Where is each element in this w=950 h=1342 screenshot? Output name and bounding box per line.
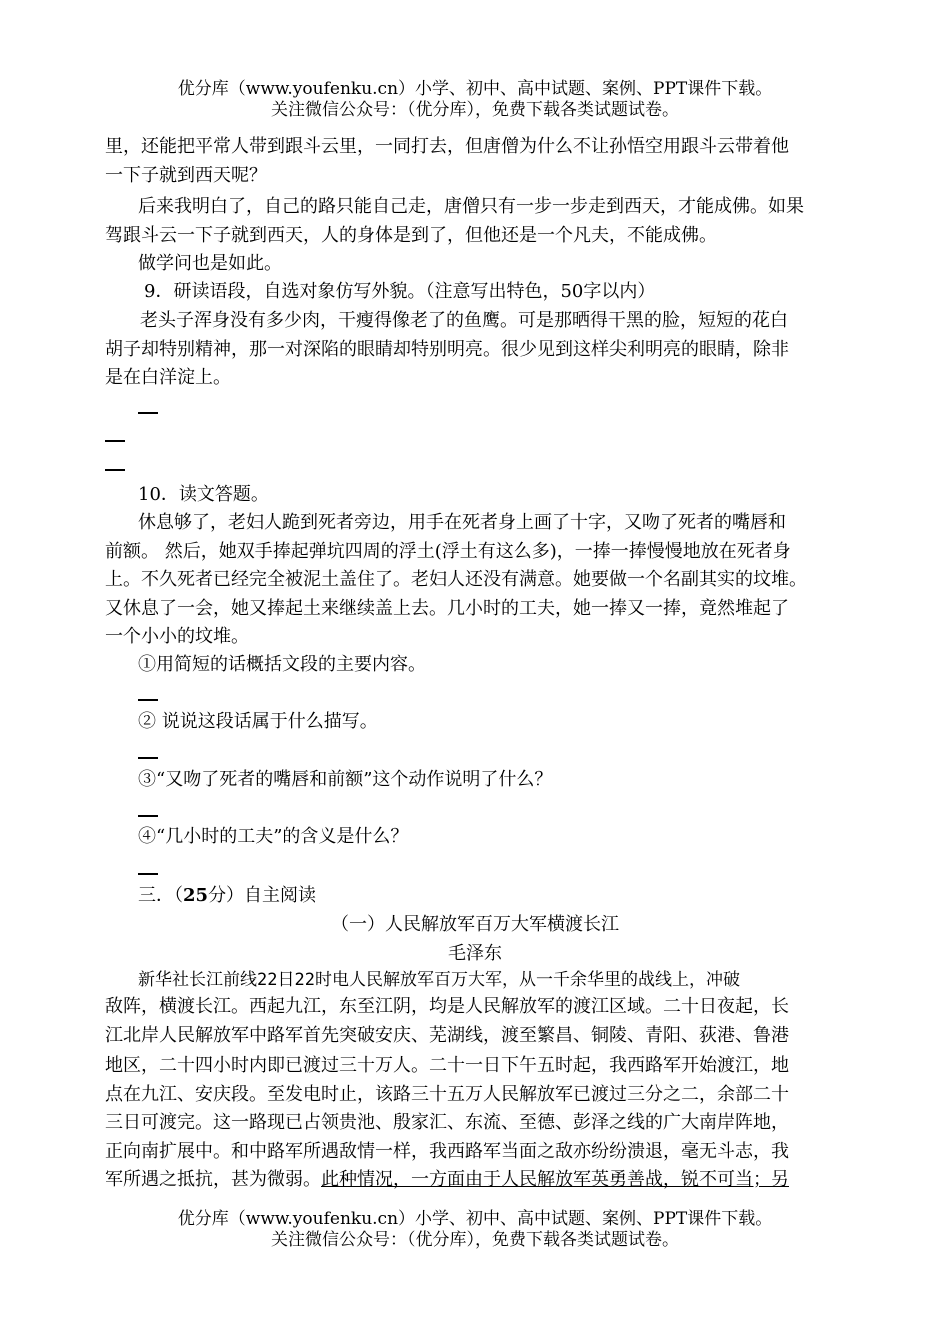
q10-text-line: 又休息了一会，她又捧起土来继续盖上去。几小时的工夫，她一捧又一捧，竟然堆起了 <box>105 598 789 619</box>
article-line: 地区，二十四小时内即已渡过三十万人。二十一日下午五时起，我西路军开始渡江，地 <box>105 1055 789 1076</box>
passage1-line: 一下子就到西天呢？ <box>105 165 267 186</box>
answer-blank[interactable] <box>105 469 125 471</box>
q9-text-line: 胡子却特别精神，那一对深陷的眼睛却特别明亮。很少见到这样尖利明亮的眼睛，除非 <box>105 339 789 360</box>
passage1-line: 里，还能把平常人带到跟斗云里，一同打去，但唐僧为什么不让孙悟空用跟斗云带着他 <box>105 136 789 157</box>
q10-sub-question: ④“几小时的工夫”的含义是什么？ <box>138 826 409 847</box>
article-line: 三日可渡完。这一路现已占领贵池、殷家汇、东流、至德、彭泽之线的广大南岸阵地， <box>105 1112 789 1133</box>
article-title: （一）人民解放军百万大军横渡长江 <box>331 914 619 935</box>
article-line: 新华社长江前线22日22时电人民解放军百万大军，从一千余华里的战线上，冲破 <box>138 970 740 990</box>
q10-sub-question: ③“又吻了死者的嘴唇和前额”这个动作说明了什么？ <box>138 769 553 790</box>
footer-line-1: 优分库（www.youfenku.cn）小学、初中、高中试题、案例、PPT课件下载。 <box>177 1209 773 1229</box>
q10-text-line: 一个小小的坟堆。 <box>105 626 249 647</box>
article-line: 军所遇之抵抗，甚为微弱。此种情况，一方面由于人民解放军英勇善战，锐不可当；另 <box>105 1169 789 1190</box>
answer-blank[interactable] <box>138 873 158 875</box>
q10-title: 10．读文答题。 <box>138 484 269 505</box>
q9-text-line: 是在白洋淀上。 <box>105 367 231 388</box>
footer-line-2: 关注微信公众号：（优分库），免费下载各类试题试卷。 <box>271 1230 679 1250</box>
article-author: 毛泽东 <box>448 943 502 964</box>
q10-sub-question: ①用简短的话概括文段的主要内容。 <box>138 654 426 675</box>
article-line: 敌阵，横渡长江。西起九江，东至江阴，均是人民解放军的渡江区域。二十日夜起，长 <box>105 996 789 1017</box>
answer-blank[interactable] <box>138 699 158 701</box>
q9-prompt: 9．研读语段，自选对象仿写外貌。（注意写出特色，50字以内） <box>144 281 656 302</box>
section3-heading: 三．（25分）自主阅读 <box>138 885 317 906</box>
underlined-sentence: 此种情况，一方面由于人民解放军英勇善战，锐不可当；另 <box>321 1169 789 1190</box>
answer-blank[interactable] <box>138 757 158 759</box>
header-line-2: 关注微信公众号：（优分库），免费下载各类试题试卷。 <box>271 100 679 120</box>
q10-text-line: 上。不久死者已经完全被泥土盖住了。老妇人还没有满意。她要做一个名副其实的坟堆。 <box>105 569 807 590</box>
article-line: 点在九江、安庆段。至发电时止，该路三十五万人民解放军已渡过三分之二，余部二十 <box>105 1084 789 1105</box>
passage1-line: 做学问也是如此。 <box>138 253 282 274</box>
q9-text-line: 老头子浑身没有多少肉，干瘦得像老了的鱼鹰。可是那晒得干黑的脸，短短的花白 <box>140 310 788 331</box>
q10-sub-question: ② 说说这段话属于什么描写。 <box>138 711 378 732</box>
passage1-line: 驾跟斗云一下子就到西天，人的身体是到了，但他还是一个凡夫，不能成佛。 <box>105 225 717 246</box>
answer-blank[interactable] <box>105 440 125 442</box>
answer-blank[interactable] <box>138 815 158 817</box>
article-line: 江北岸人民解放军中路军首先突破安庆、芜湖线，渡至繁昌、铜陵、青阳、荻港、鲁港 <box>105 1025 789 1046</box>
section3-score: 25 <box>183 885 209 906</box>
q10-text-line: 休息够了，老妇人跪到死者旁边，用手在死者身上画了十字，又吻了死者的嘴唇和 <box>138 512 786 533</box>
q10-text-line: 前额。 然后，她双手捧起弹坑四周的浮土(浮土有这么多)，一捧一捧慢慢地放在死者身 <box>105 541 791 562</box>
answer-blank[interactable] <box>138 412 158 414</box>
article-line: 正向南扩展中。和中路军所遇敌情一样，我西路军当面之敌亦纷纷溃退，毫无斗志，我 <box>105 1141 789 1162</box>
header-line-1: 优分库（www.youfenku.cn）小学、初中、高中试题、案例、PPT课件下载。 <box>177 79 773 99</box>
passage1-line: 后来我明白了，自己的路只能自己走，唐僧只有一步一步走到西天，才能成佛。如果 <box>138 196 804 217</box>
